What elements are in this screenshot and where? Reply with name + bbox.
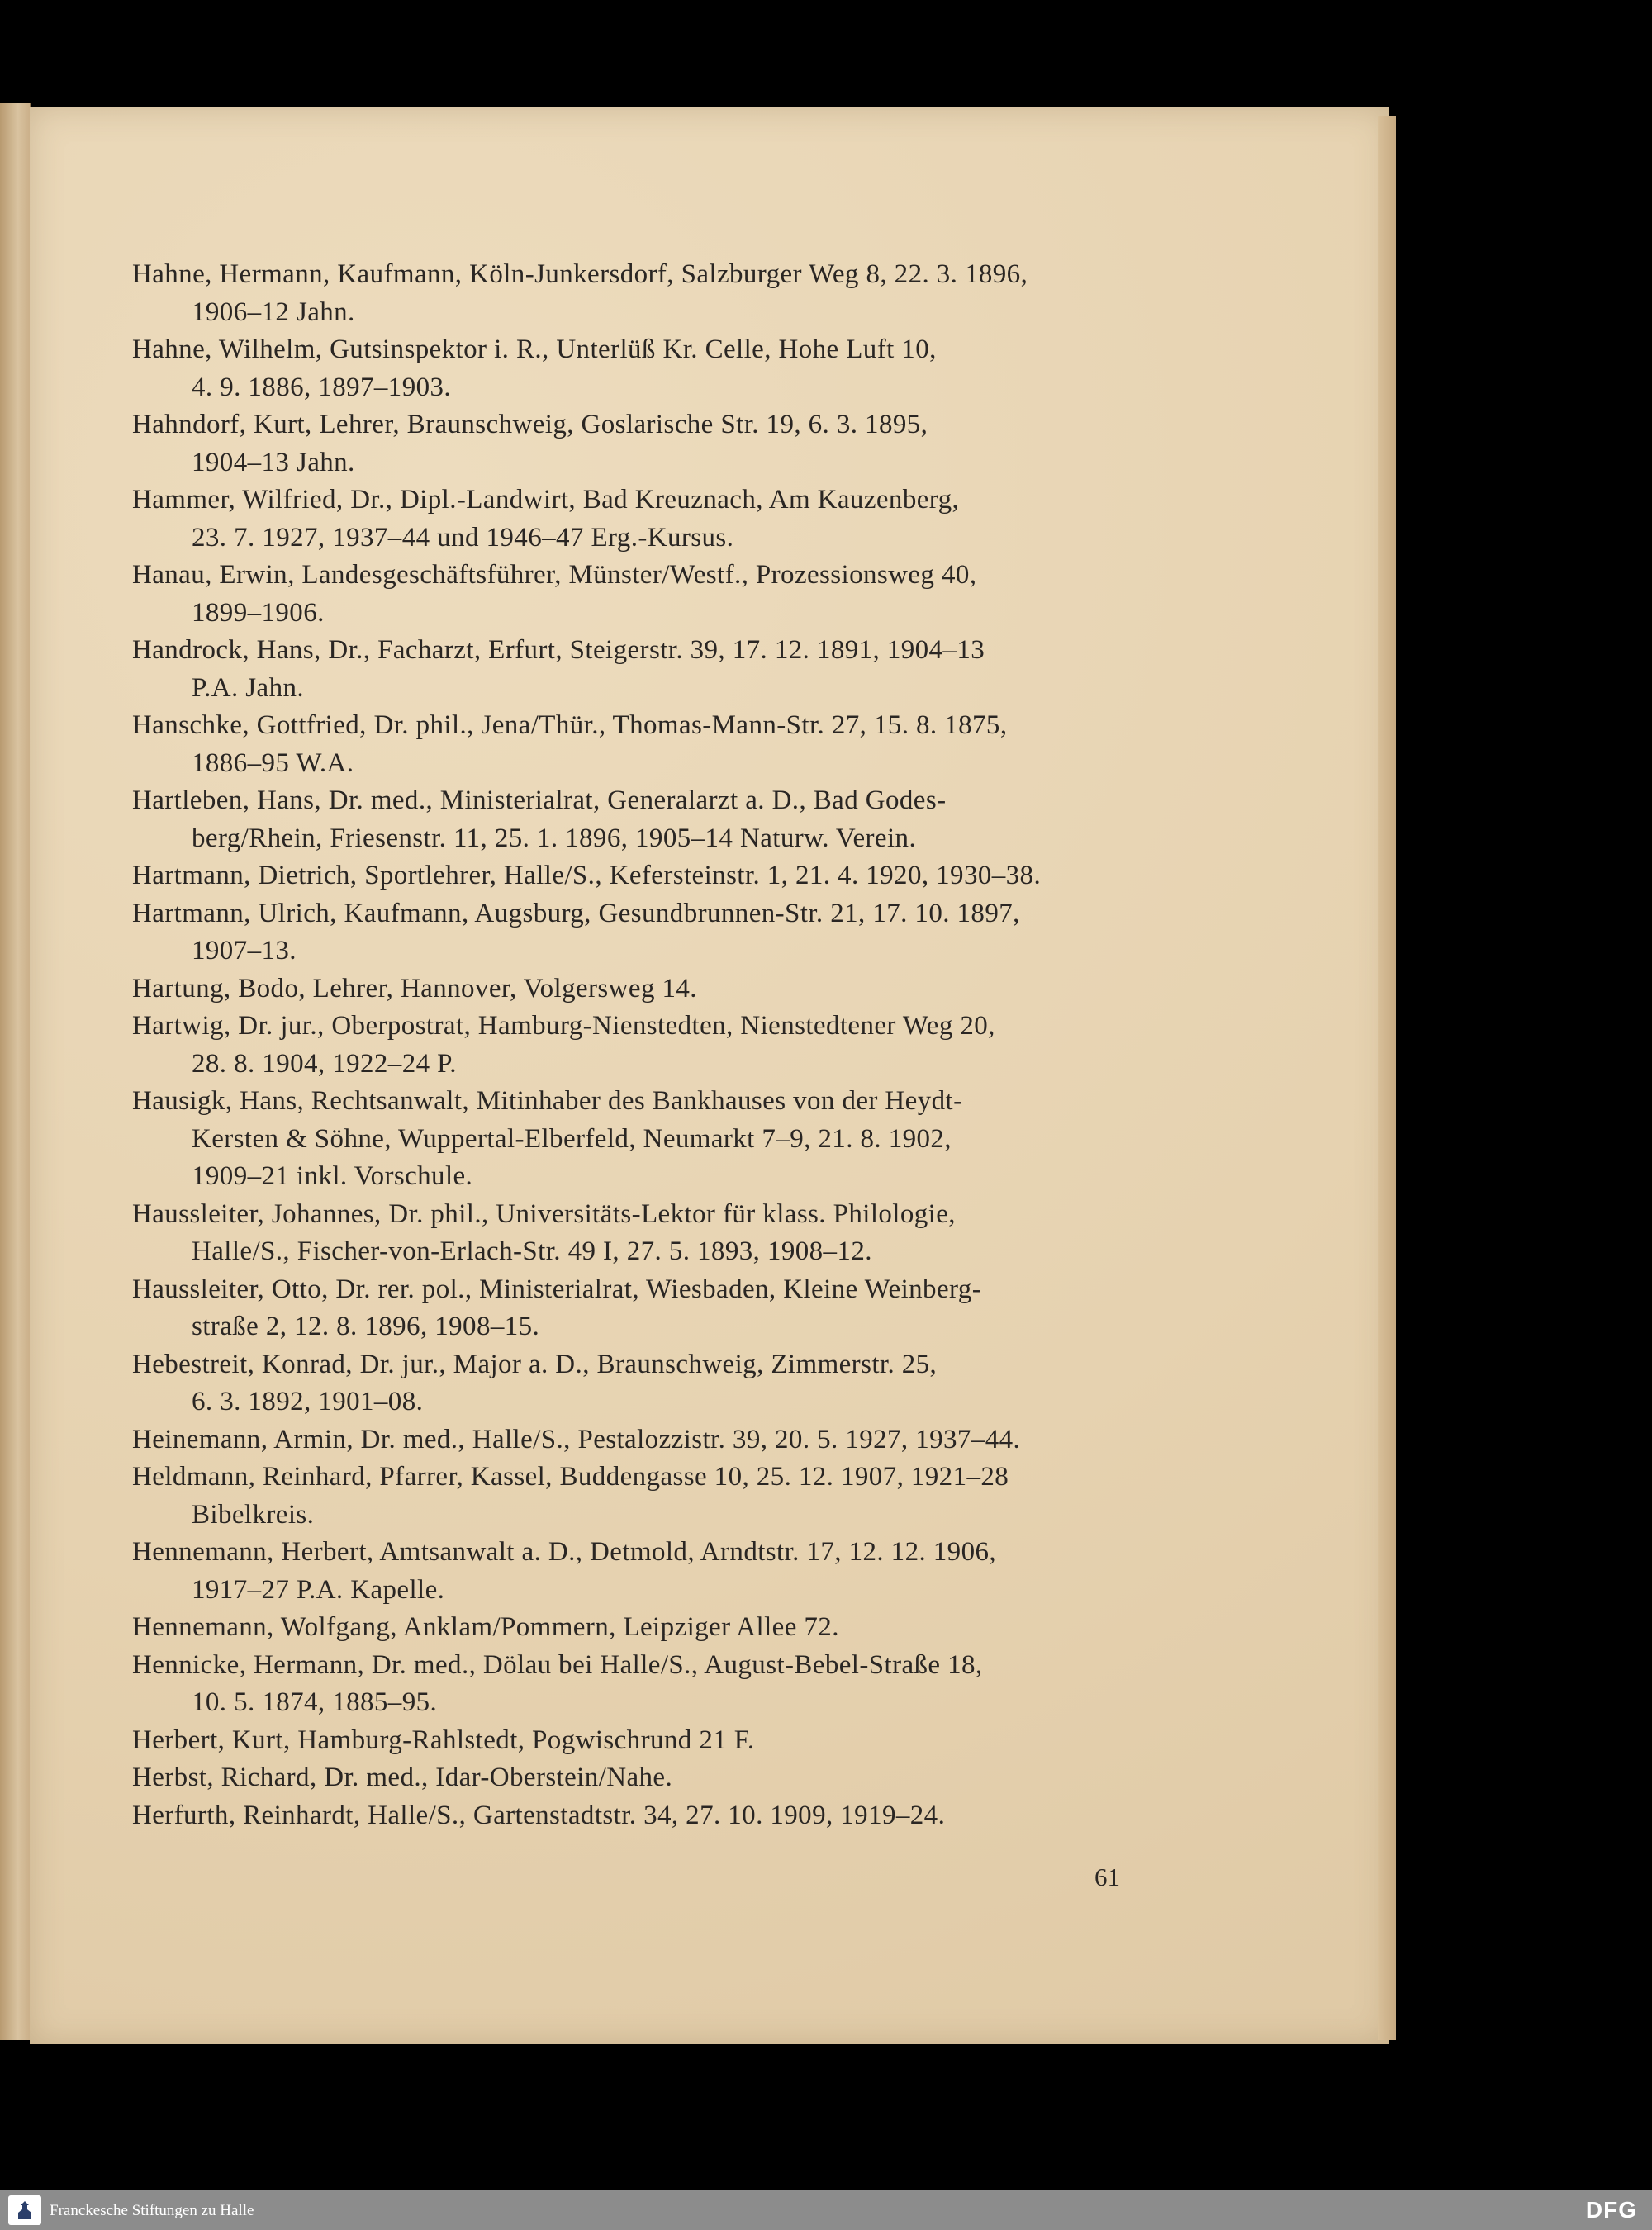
directory-entry <box>132 895 1181 970</box>
entry-continuation-line: berg/Rhein, Friesenstr. 11, 25. 1. 1896, 1905–14 Naturw. Verein. <box>192 823 917 853</box>
directory-entry <box>132 1346 1181 1421</box>
directory-entry <box>132 1797 1181 1835</box>
entry-first-line: Hahne, Hermann, Kaufmann, Köln-Junkersdorf, Salzburger Weg 8, 22. 3. 1896, <box>132 259 1028 289</box>
directory-entry <box>132 782 1181 857</box>
entry-continuation-line: 23. 7. 1927, 1937–44 und 1946–47 Erg.-Kursus. <box>192 522 734 553</box>
entry-first-line: Hartmann, Ulrich, Kaufmann, Augsburg, Gesundbrunnen-Str. 21, 17. 10. 1897, <box>132 898 1020 928</box>
directory-entry <box>132 1759 1181 1797</box>
directory-entry <box>132 557 1181 632</box>
entry-first-line: Hartmann, Dietrich, Sportlehrer, Halle/S., Kefersteinstr. 1, 21. 4. 1920, 1930–38. <box>132 861 1042 890</box>
entry-first-line: Herbst, Richard, Dr. med., Idar-Oberstein/Nahe. <box>132 1763 673 1792</box>
directory-entry <box>132 857 1181 895</box>
entry-first-line: Hartung, Bodo, Lehrer, Hannover, Volgersweg 14. <box>132 973 697 1004</box>
entry-first-line: Hanschke, Gottfried, Dr. phil., Jena/Thür., Thomas-Mann-Str. 27, 15. 8. 1875, <box>132 710 1008 740</box>
directory-entry <box>132 256 1181 331</box>
directory-entry <box>132 1534 1181 1609</box>
entry-first-line: Hennemann, Herbert, Amtsanwalt a. D., Detmold, Arndtstr. 17, 12. 12. 1906, <box>132 1537 997 1567</box>
dfg-logo: DFG <box>1585 2197 1637 2223</box>
foundation-crest-icon <box>8 2195 41 2225</box>
right-page-edge <box>1378 116 1396 2040</box>
directory-entry <box>132 1722 1181 1760</box>
entry-first-line: Heinemann, Armin, Dr. med., Halle/S., Pestalozzistr. 39, 20. 5. 1927, 1937–44. <box>132 1424 1021 1454</box>
entry-first-line: Hennemann, Wolfgang, Anklam/Pommern, Leipziger Allee 72. <box>132 1612 839 1642</box>
directory-entry <box>132 1609 1181 1647</box>
entry-continuation-line: 1907–13. <box>192 936 297 966</box>
directory-entry <box>132 1008 1181 1083</box>
entry-continuation-line: Halle/S., Fischer-von-Erlach-Str. 49 I, 27. 5. 1893, 1908–12. <box>192 1236 872 1266</box>
entry-continuation-line: straße 2, 12. 8. 1896, 1908–15. <box>192 1312 540 1341</box>
entry-first-line: Hennicke, Hermann, Dr. med., Dölau bei Halle/S., August-Bebel-Straße 18, <box>132 1649 983 1680</box>
directory-entry <box>132 1647 1181 1722</box>
directory-entry <box>132 1196 1181 1271</box>
entry-first-line: Herfurth, Reinhardt, Halle/S., Gartenstadtstr. 34, 27. 10. 1909, 1919–24. <box>132 1800 946 1830</box>
entry-continuation-line: 1904–13 Jahn. <box>192 447 355 477</box>
entry-continuation-line: 10. 5. 1874, 1885–95. <box>192 1687 438 1717</box>
entry-first-line: Hartwig, Dr. jur., Oberpostrat, Hamburg-Nienstedten, Nienstedtener Weg 20, <box>132 1011 995 1041</box>
directory-entry <box>132 406 1181 482</box>
directory-entry <box>132 331 1181 406</box>
footer-institution: Franckesche Stiftungen zu Halle <box>50 2202 254 2219</box>
directory-entries <box>132 256 1181 1834</box>
entry-first-line: Haussleiter, Johannes, Dr. phil., Universitäts-Lektor für klass. Philologie, <box>132 1198 956 1229</box>
entry-continuation-line: Bibelkreis. <box>192 1499 315 1530</box>
entry-first-line: Haussleiter, Otto, Dr. rer. pol., Ministerialrat, Wiesbaden, Kleine Weinberg- <box>132 1274 982 1304</box>
directory-entry <box>132 970 1181 1008</box>
entry-continuation-line: 1899–1906. <box>192 597 325 628</box>
entry-continuation-line: 1909–21 inkl. Vorschule. <box>192 1161 473 1191</box>
entry-continuation-line: 1917–27 P.A. Kapelle. <box>192 1574 445 1605</box>
page-number: 61 <box>1094 1862 1120 1891</box>
directory-entry <box>132 632 1181 707</box>
directory-entry <box>132 1421 1181 1459</box>
entry-continuation-line: 4. 9. 1886, 1897–1903. <box>192 372 452 402</box>
directory-entry <box>132 1083 1181 1196</box>
entry-continuation-line: P.A. Jahn. <box>192 672 305 703</box>
entry-first-line: Handrock, Hans, Dr., Facharzt, Erfurt, Steigerstr. 39, 17. 12. 1891, 1904–13 <box>132 635 985 665</box>
entry-first-line: Hammer, Wilfried, Dr., Dipl.-Landwirt, Bad Kreuznach, Am Kauzenberg, <box>132 485 960 515</box>
entry-first-line: Hausigk, Hans, Rechtsanwalt, Mitinhaber des Bankhauses von der Heydt- <box>132 1086 963 1116</box>
entry-first-line: Herbert, Kurt, Hamburg-Rahlstedt, Pogwischrund 21 F. <box>132 1725 755 1755</box>
entry-first-line: Hahndorf, Kurt, Lehrer, Braunschweig, Goslarische Str. 19, 6. 3. 1895, <box>132 410 928 439</box>
directory-entry <box>132 1271 1181 1346</box>
entry-continuation-line: 1886–95 W.A. <box>192 747 354 778</box>
entry-first-line: Hanau, Erwin, Landesgeschäftsführer, Münster/Westf., Prozessionsweg 40, <box>132 560 977 590</box>
entry-first-line: Heldmann, Reinhard, Pfarrer, Kassel, Buddengasse 10, 25. 12. 1907, 1921–28 <box>132 1462 1009 1492</box>
directory-entry <box>132 707 1181 782</box>
entry-first-line: Hahne, Wilhelm, Gutsinspektor i. R., Unterlüß Kr. Celle, Hohe Luft 10, <box>132 334 937 364</box>
entry-first-line: Hartleben, Hans, Dr. med., Ministerialrat, Generalarzt a. D., Bad Godes- <box>132 785 947 815</box>
viewer-footer <box>0 2190 1652 2230</box>
entry-first-line: Hebestreit, Konrad, Dr. jur., Major a. D., Braunschweig, Zimmerstr. 25, <box>132 1349 938 1379</box>
entry-continuation-line: 6. 3. 1892, 1901–08. <box>192 1387 424 1416</box>
entry-continuation-line: 1906–12 Jahn. <box>192 297 355 327</box>
entry-continuation-line: 28. 8. 1904, 1922–24 P. <box>192 1048 457 1079</box>
entry-continuation-line: Kersten & Söhne, Wuppertal-Elberfeld, Neumarkt 7–9, 21. 8. 1902, <box>192 1123 952 1154</box>
left-page-edge <box>0 103 31 2040</box>
directory-entry <box>132 482 1181 557</box>
directory-entry <box>132 1459 1181 1534</box>
